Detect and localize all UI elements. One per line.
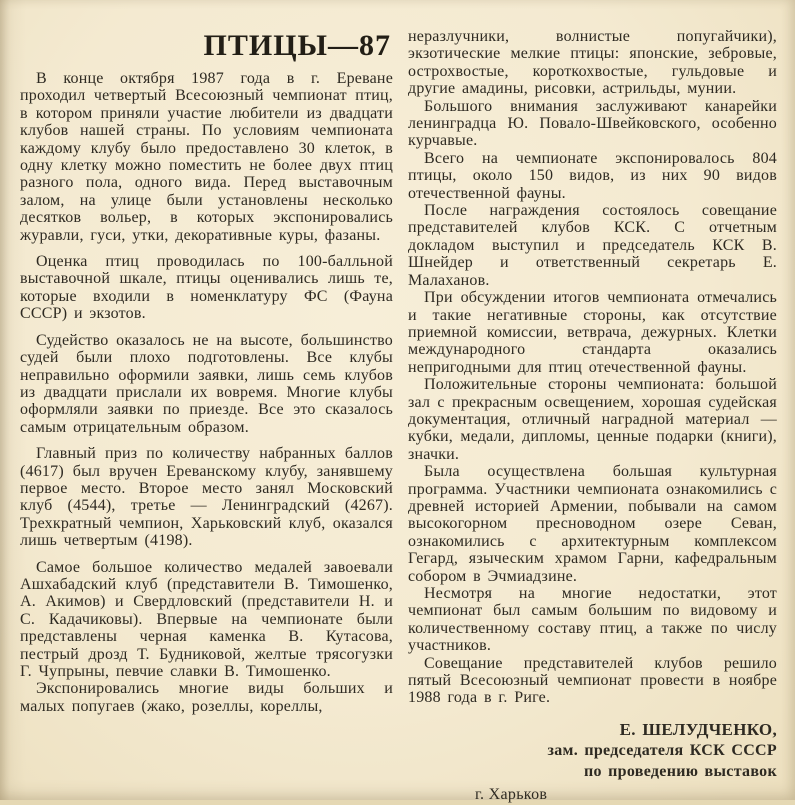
paragraph: Судейство оказалось не на высоте, большинство судей были плохо подготовлены. Все клубы неправильно оформили заявки, лишь семь клубов из двадцати прислали их вовремя. Многие клубы оформляли заявки по приезде. Все это сказалось самым отрицательным образом. bbox=[20, 331, 393, 436]
paragraph: Всего на чемпионате экспонировалось 804 птицы, около 150 видов, из них 90 видов отечественной фауны. bbox=[408, 149, 777, 202]
article-column-left bbox=[20, 28, 393, 805]
paragraph: Большого внимания заслуживают канарейки ленинградца Ю. Повало-Швейковского, особенно курчавые. bbox=[408, 97, 777, 150]
paragraph: Оценка птиц проводилась по 100-балльной выставочной шкале, птицы оценивались лишь те, которые входили в номенклатуру ФС (Фауна СССР) и экзотов. bbox=[20, 253, 393, 323]
signature-block bbox=[408, 719, 777, 805]
article-column-right bbox=[408, 28, 777, 805]
paragraph: Положительные стороны чемпионата: большой зал с прекрасным освещением, хорошая судейская документация, отличный наградной материал — кубки, медали, дипломы, ценные подарки (книги), значки. bbox=[408, 376, 777, 463]
paragraph: Совещание представителей клубов решило пятый Всесоюзный чемпионат провести в ноябре 1988 года в г. Риге. bbox=[408, 654, 777, 707]
paragraph: Экспонировались многие виды больших и малых попугаев (жако, розеллы, кореллы, bbox=[20, 680, 393, 715]
paragraph: Несмотря на многие недостатки, этот чемпионат был самым большим по видовому и количественному составу птиц, а также по числу участников. bbox=[408, 585, 777, 655]
signature-city: г. Харьков bbox=[475, 785, 548, 803]
signature-role-line-1: зам. председателя КСК СССР bbox=[547, 741, 777, 759]
signature-name: Е. ШЕЛУДЧЕНКО, bbox=[619, 719, 777, 739]
signature-role-line-2: по проведению выставок bbox=[584, 762, 777, 780]
paragraph: После награждения состоялось совещание представителей клубов КСК. С отчетным докладом выступил и председатель КСК В. Шнейдер и ответственный секретарь Е. Малаханов. bbox=[408, 202, 777, 289]
paragraph: При обсуждении итогов чемпионата отмечались и такие негативные стороны, как отсутствие приемной комиссии, ветврача, дежурных. Клетки международного стандарта оказались непригодными для птиц отечественной фауны. bbox=[408, 289, 777, 376]
paragraph: Самое большое количество медалей завоевали Ашхабадский клуб (представители В. Тимошенко, А. Акимов) и Свердловский (представители Н. и С. Кадачиковы). Впервые на чемпионате были представлены черная каменка В. Кутасова, пестрый дрозд Т. Будниковой, желтые трясогузки Г. Чупрыны, певчие славки В. Тимошенко. bbox=[20, 558, 393, 680]
paragraph: В конце октября 1987 года в г. Ереване проходил четвертый Всесоюзный чемпионат птиц, в котором приняли участие любители из двадцати клубов нашей страны. По условиям чемпионата каждому клубу было предоставлено 30 клеток, в одну клетку можно поместить не более двух птиц разного пола, одного вида. Перед выставочным залом, на улице были установлены несколько десятков вольер, в которых экспонировались журавли, гуси, утки, декоративные куры, фазаны. bbox=[20, 70, 393, 244]
paragraph: Главный приз по количеству набранных баллов (4617) был вручен Ереванскому клубу, занявшему первое место. Второе место занял Московский клуб (4544), третье — Ленинградский (4267). Трехкратный чемпион, Харьковский клуб, оказался лишь четвертым (4198). bbox=[20, 445, 393, 550]
paragraph: Была осуществлена большая культурная программа. Участники чемпионата ознакомились с древней историей Армении, побывали на самом высокогорном пресноводном озере Севан, ознакомились с архитектурным комплексом Гегард, языческим храмом Гарни, кафедральным собором в Эчмиадзине. bbox=[408, 463, 777, 585]
page-title: ПТИЦЫ—87 bbox=[203, 29, 391, 62]
paragraph: неразлучники, волнистые попугайчики), экзотические мелкие птицы: японские, зебровые, острохвостые, короткохвостые, гульдовые и другие амадины, рисовки, астрильды, мунии. bbox=[408, 28, 777, 98]
